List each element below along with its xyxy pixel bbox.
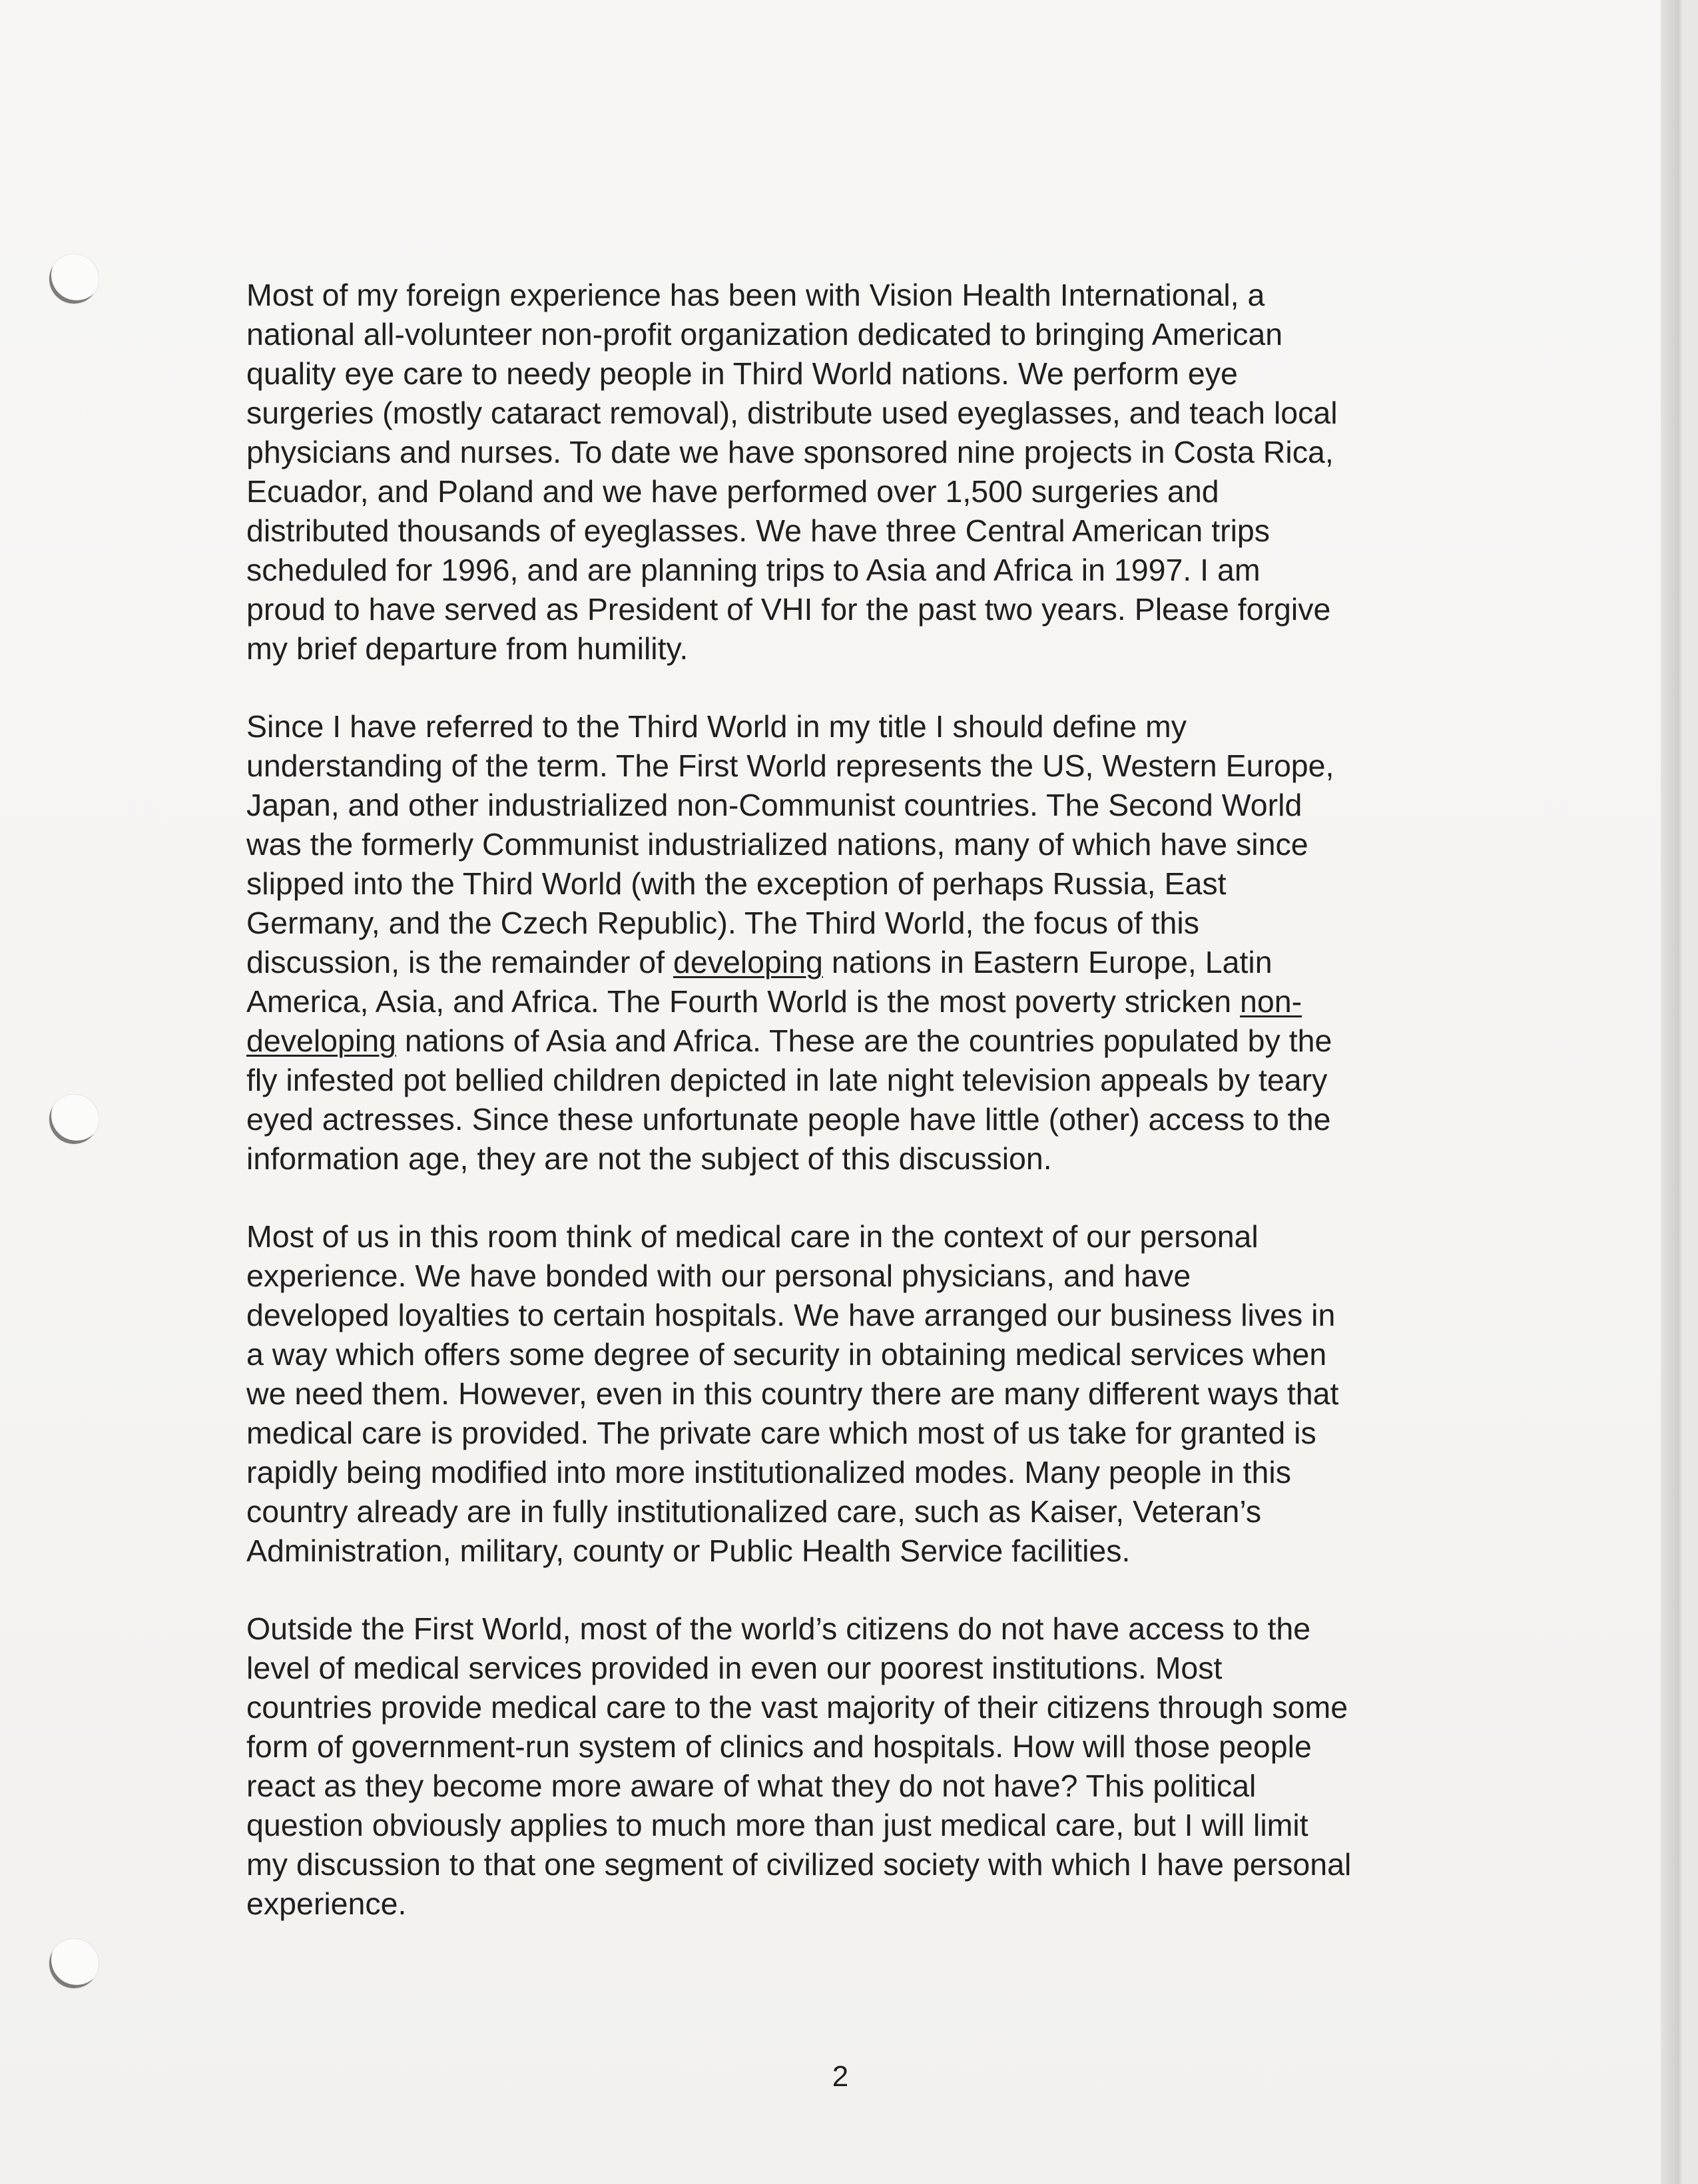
text-run: eyed actresses. Since these unfortunate people have little (other) access to the (246, 1102, 1331, 1137)
text-line (246, 1845, 1445, 1884)
text-run: we need them. However, even in this country there are many different ways that (246, 1376, 1339, 1411)
text-line (246, 1335, 1445, 1374)
text-line (246, 433, 1445, 472)
text-run: Germany, and the Czech Republic). The Third World, the focus of this (246, 906, 1199, 940)
text-run: information age, they are not the subject of this discussion. (246, 1141, 1052, 1176)
paragraph (246, 707, 1445, 1179)
text-run: quality eye care to needy people in Third World nations. We perform eye (246, 356, 1238, 391)
text-line (246, 1217, 1445, 1256)
text-run: America, Asia, and Africa. The Fourth World is the most poverty stricken (246, 984, 1241, 1019)
text-line (246, 1139, 1445, 1179)
text-line (246, 1374, 1445, 1414)
text-line (246, 1492, 1445, 1531)
text-line (246, 1256, 1445, 1296)
text-run: fly infested pot bellied children depicted in late night television appeals by teary (246, 1063, 1328, 1097)
document-body (246, 276, 1445, 1962)
text-run: surgeries (mostly cataract removal), distribute used eyeglasses, and teach local (246, 396, 1338, 430)
text-run: question obviously applies to much more than just medical care, but I will limit (246, 1808, 1308, 1842)
text-run: a way which offers some degree of security in obtaining medical services when (246, 1337, 1327, 1372)
text-line (246, 1884, 1445, 1924)
text-run: Ecuador, and Poland and we have performed over 1,500 surgeries and (246, 474, 1219, 509)
text-line (246, 825, 1445, 864)
text-run: rapidly being modified into more institutionalized modes. Many people in this (246, 1455, 1291, 1490)
text-run: my brief departure from humility. (246, 631, 689, 666)
text-run: Outside the First World, most of the world’s citizens do not have access to the (246, 1611, 1311, 1646)
text-run: Japan, and other industrialized non-Communist countries. The Second World (246, 788, 1302, 822)
text-run: react as they become more aware of what they do not have? This political (246, 1769, 1257, 1803)
punch-hole (49, 1095, 99, 1144)
text-run: country already are in fully institutionalized care, such as Kaiser, Veteran’s (246, 1494, 1262, 1529)
text-line (246, 1296, 1445, 1335)
punch-hole (49, 1939, 99, 1988)
text-line (246, 629, 1445, 669)
text-run: national all-volunteer non-profit organization dedicated to bringing American (246, 317, 1283, 352)
page-number: 2 (832, 2060, 849, 2093)
text-line (246, 1021, 1445, 1061)
text-line (246, 943, 1445, 982)
text-run: was the formerly Communist industrialized nations, many of which have since (246, 827, 1308, 862)
text-line (246, 786, 1445, 825)
paragraph (246, 1217, 1445, 1571)
underlined-text: developing (673, 945, 823, 979)
text-line (246, 707, 1445, 746)
text-run: proud to have served as President of VHI for the past two years. Please forgive (246, 592, 1331, 627)
text-run: slipped into the Third World (with the exception of perhaps Russia, East (246, 866, 1227, 901)
text-line (246, 276, 1445, 315)
text-line (246, 1649, 1445, 1688)
underlined-text: non- (1240, 984, 1302, 1019)
text-line (246, 1688, 1445, 1727)
text-line (246, 1806, 1445, 1845)
text-line (246, 1453, 1445, 1492)
text-line (246, 590, 1445, 629)
text-run: nations in Eastern Europe, Latin (822, 945, 1273, 979)
text-line (246, 1767, 1445, 1806)
text-run: form of government-run system of clinics and hospitals. How will those people (246, 1729, 1312, 1764)
paragraph (246, 276, 1445, 669)
text-run: distributed thousands of eyeglasses. We have three Central American trips (246, 513, 1271, 548)
text-line (246, 394, 1445, 433)
text-run: countries provide medical care to the vast majority of their citizens through some (246, 1690, 1348, 1725)
text-run: Most of us in this room think of medical care in the context of our personal (246, 1219, 1259, 1254)
text-line (246, 1061, 1445, 1100)
text-run: understanding of the term. The First World represents the US, Western Europe, (246, 748, 1334, 783)
text-run: scheduled for 1996, and are planning trips to Asia and Africa in 1997. I am (246, 553, 1261, 587)
text-run: physicians and nurses. To date we have sponsored nine projects in Costa Rica, (246, 435, 1334, 469)
text-run: Most of my foreign experience has been with Vision Health International, a (246, 278, 1265, 312)
text-line (246, 864, 1445, 904)
text-run: experience. We have bonded with our personal physicians, and have (246, 1258, 1191, 1293)
text-line (246, 1414, 1445, 1453)
text-line (246, 1531, 1445, 1571)
text-run: medical care is provided. The private care which most of us take for granted is (246, 1416, 1316, 1450)
text-line (246, 511, 1445, 551)
text-run: Since I have referred to the Third World in my title I should define my (246, 709, 1187, 744)
text-run: Administration, military, county or Public Health Service facilities. (246, 1533, 1131, 1568)
text-line (246, 746, 1445, 786)
text-run: developed loyalties to certain hospitals. We have arranged our business lives in (246, 1298, 1336, 1332)
text-run: experience. (246, 1886, 407, 1921)
page-edge-shadow (1661, 0, 1679, 2184)
text-run: level of medical services provided in even our poorest institutions. Most (246, 1651, 1223, 1685)
text-line (246, 472, 1445, 511)
text-line (246, 551, 1445, 590)
text-run: discussion, is the remainder of (246, 945, 673, 979)
text-line (246, 1100, 1445, 1139)
text-line (246, 354, 1445, 394)
paragraph (246, 1609, 1445, 1924)
underlined-text: developing (246, 1023, 396, 1058)
text-line (246, 1727, 1445, 1767)
text-run: my discussion to that one segment of civilized society with which I have personal (246, 1847, 1352, 1882)
punch-hole (49, 254, 99, 304)
text-line (246, 904, 1445, 943)
text-line (246, 315, 1445, 354)
text-run: nations of Asia and Africa. These are the countries populated by the (396, 1023, 1332, 1058)
text-line (246, 982, 1445, 1021)
text-line (246, 1609, 1445, 1649)
